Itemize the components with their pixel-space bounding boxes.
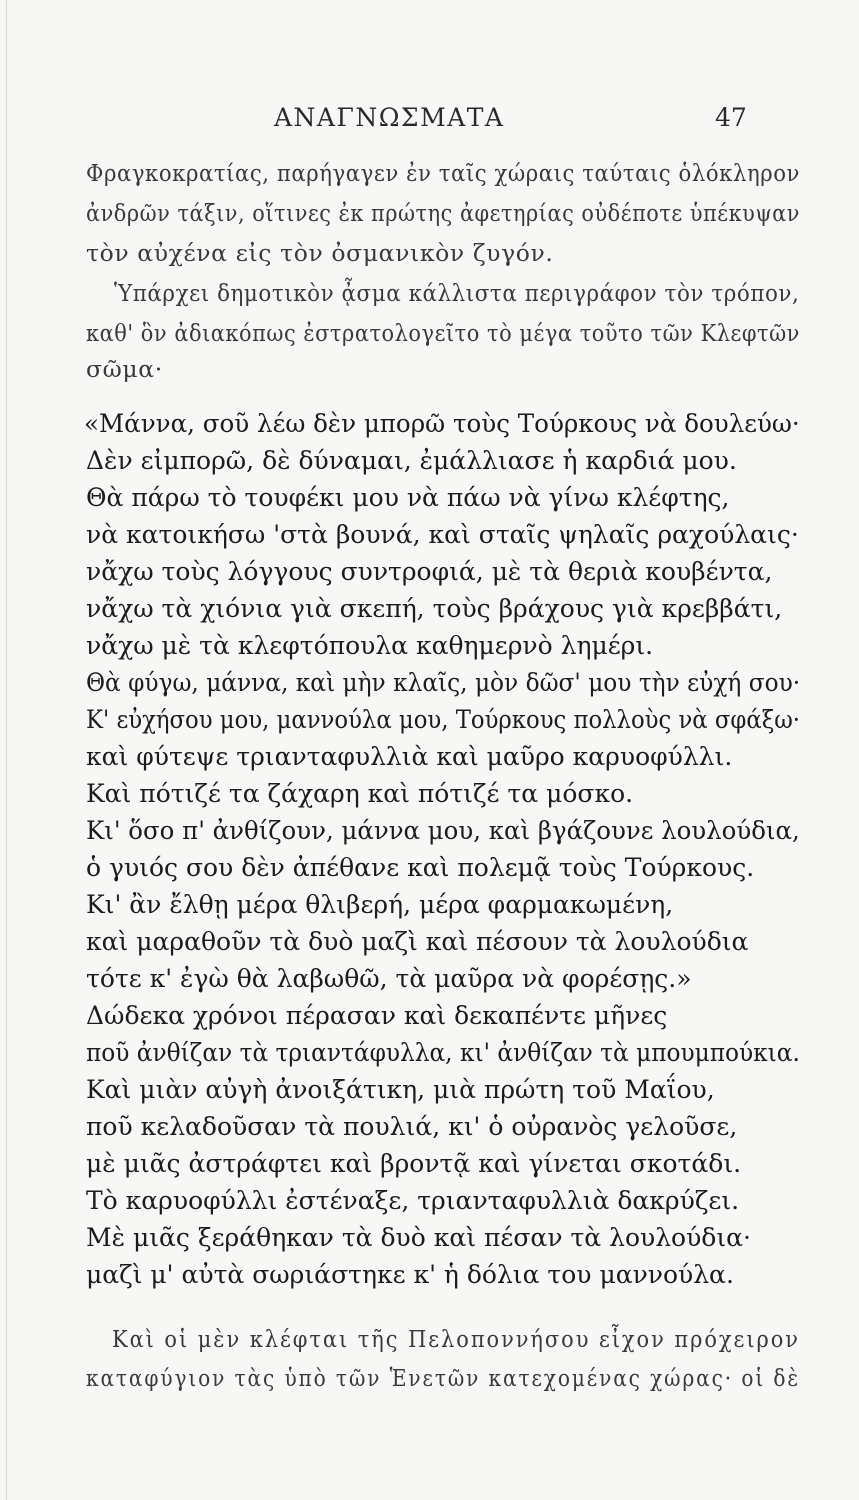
poem-line: ποῦ κελαδοῦσαν τὰ πουλιά, κι' ὁ οὐρανὸς γελοῦσε, xyxy=(86,1112,738,1141)
poem-line: νἄχω τὰ χιόνια γιὰ σκεπή, τοὺς βράχους γιὰ κρεββάτι, xyxy=(86,594,783,623)
poem-line: νἄχω μὲ τὰ κλεφτόπουλα καθημερνὸ λημέρι. xyxy=(86,631,654,660)
poem-line: νἄχω τοὺς λόγγους συντροφιά, μὲ τὰ θεριὰ κουβέντα, xyxy=(86,557,773,586)
running-header xyxy=(0,103,859,137)
prose-line: καταφύγιον τὰς ὑπὸ τῶν Ἑνετῶν κατεχομένας χώρας· οἱ δὲ xyxy=(86,1364,801,1392)
poem-line: νὰ κατοικήσω 'στὰ βουνά, καὶ σταῖς ψηλαῖς ραχούλαις· xyxy=(86,520,799,549)
prose-line: Καὶ οἱ μὲν κλέφται τῆς Πελοποννήσου εἶχον πρόχειρον xyxy=(112,1325,800,1353)
prose-line: ἀνδρῶν τάξιν, οἵτινες ἐκ πρώτης ἀφετηρίας οὐδέποτε ὑπέκυψαν xyxy=(86,199,800,227)
poem-line: καὶ μαραθοῦν τὰ δυὸ μαζὶ καὶ πέσουν τὰ λουλούδια xyxy=(86,927,749,956)
page-edge-line xyxy=(6,0,7,1500)
poem-line: καὶ φύτεψε τριανταφυλλιὰ καὶ μαῦρο καρυοφύλλι. xyxy=(86,742,733,771)
poem-line: μὲ μιᾶς ἀστράφτει καὶ βροντᾷ καὶ γίνεται σκοτάδι. xyxy=(86,1149,742,1178)
running-title: ΑΝΑΓΝΩΣΜΑΤΑ xyxy=(274,103,505,132)
poem-line: μαζὶ μ' αὐτὰ σωριάστηκε κ' ἡ δόλια του μαννούλα. xyxy=(86,1260,734,1289)
poem-line: «Μάννα, σοῦ λέω δὲν μπορῶ τοὺς Τούρκους νὰ δουλεύω· xyxy=(84,409,800,438)
poem-line: Μὲ μιᾶς ξεράθηκαν τὰ δυὸ καὶ πέσαν τὰ λουλούδια· xyxy=(86,1223,751,1252)
poem-line: ὁ γυιός σου δὲν ἀπέθανε καὶ πολεμᾷ τοὺς Τούρκους. xyxy=(86,853,755,882)
prose-line: καθ' ὃν ἀδιακόπως ἐστρατολογεῖτο τὸ μέγα τοῦτο τῶν Κλεφτῶν xyxy=(86,319,800,347)
poem-line: Δὲν εἰμπορῶ, δὲ δύναμαι, ἐμάλλιασε ἡ καρδιά μου. xyxy=(86,446,737,475)
poem-line: ποῦ ἀνθίζαν τὰ τριαντάφυλλα, κι' ἀνθίζαν τὰ μπουμπούκια. xyxy=(86,1038,800,1067)
poem-line: Θὰ πάρω τὸ τουφέκι μου νὰ πάω νὰ γίνω κλέφτης, xyxy=(86,483,730,512)
poem-line: Τὸ καρυοφύλλι ἐστέναξε, τριανταφυλλιὰ δακρύζει. xyxy=(86,1186,740,1215)
poem-line: Δώδεκα χρόνοι πέρασαν καὶ δεκαπέντε μῆνες xyxy=(86,1001,668,1030)
prose-line: τὸν αὐχένα εἰς τὸν ὀσμανικὸν ζυγόν. xyxy=(86,239,554,267)
poem-line: Καὶ πότιζέ τα ζάχαρη καὶ πότιζέ τα μόσκο. xyxy=(86,779,634,808)
prose-line: σῶμα· xyxy=(86,355,163,383)
poem-line: τότε κ' ἐγὼ θὰ λαβωθῶ, τὰ μαῦρα νὰ φορέσῃς.» xyxy=(86,964,692,993)
prose-line: Ὑπάρχει δημοτικὸν ᾆσμα κάλλιστα περιγράφον τὸν τρόπον, xyxy=(114,279,800,307)
poem-line: Καὶ μιὰν αὐγὴ ἀνοιξάτικη, μιὰ πρώτη τοῦ Μαΐου, xyxy=(86,1075,715,1104)
poem-line: Κι' ἂν ἔλθῃ μέρα θλιβερή, μέρα φαρμακωμένη, xyxy=(86,890,674,919)
page-number: 47 xyxy=(715,103,747,132)
poem-line: Κ' εὐχήσου μου, μαννούλα μου, Τούρκους πολλοὺς νὰ σφάξω· xyxy=(86,705,801,734)
poem-line: Θὰ φύγω, μάννα, καὶ μὴν κλαῖς, μὸν δῶσ' μου τὴν εὐχή σου· xyxy=(86,668,801,697)
prose-line: Φραγκοκρατίας, παρήγαγεν ἐν ταῖς χώραις ταύταις ὁλόκληρον xyxy=(86,159,800,187)
poem-line: Κι' ὅσο π' ἀνθίζουν, μάννα μου, καὶ βγάζουνε λουλούδια, xyxy=(86,816,800,845)
